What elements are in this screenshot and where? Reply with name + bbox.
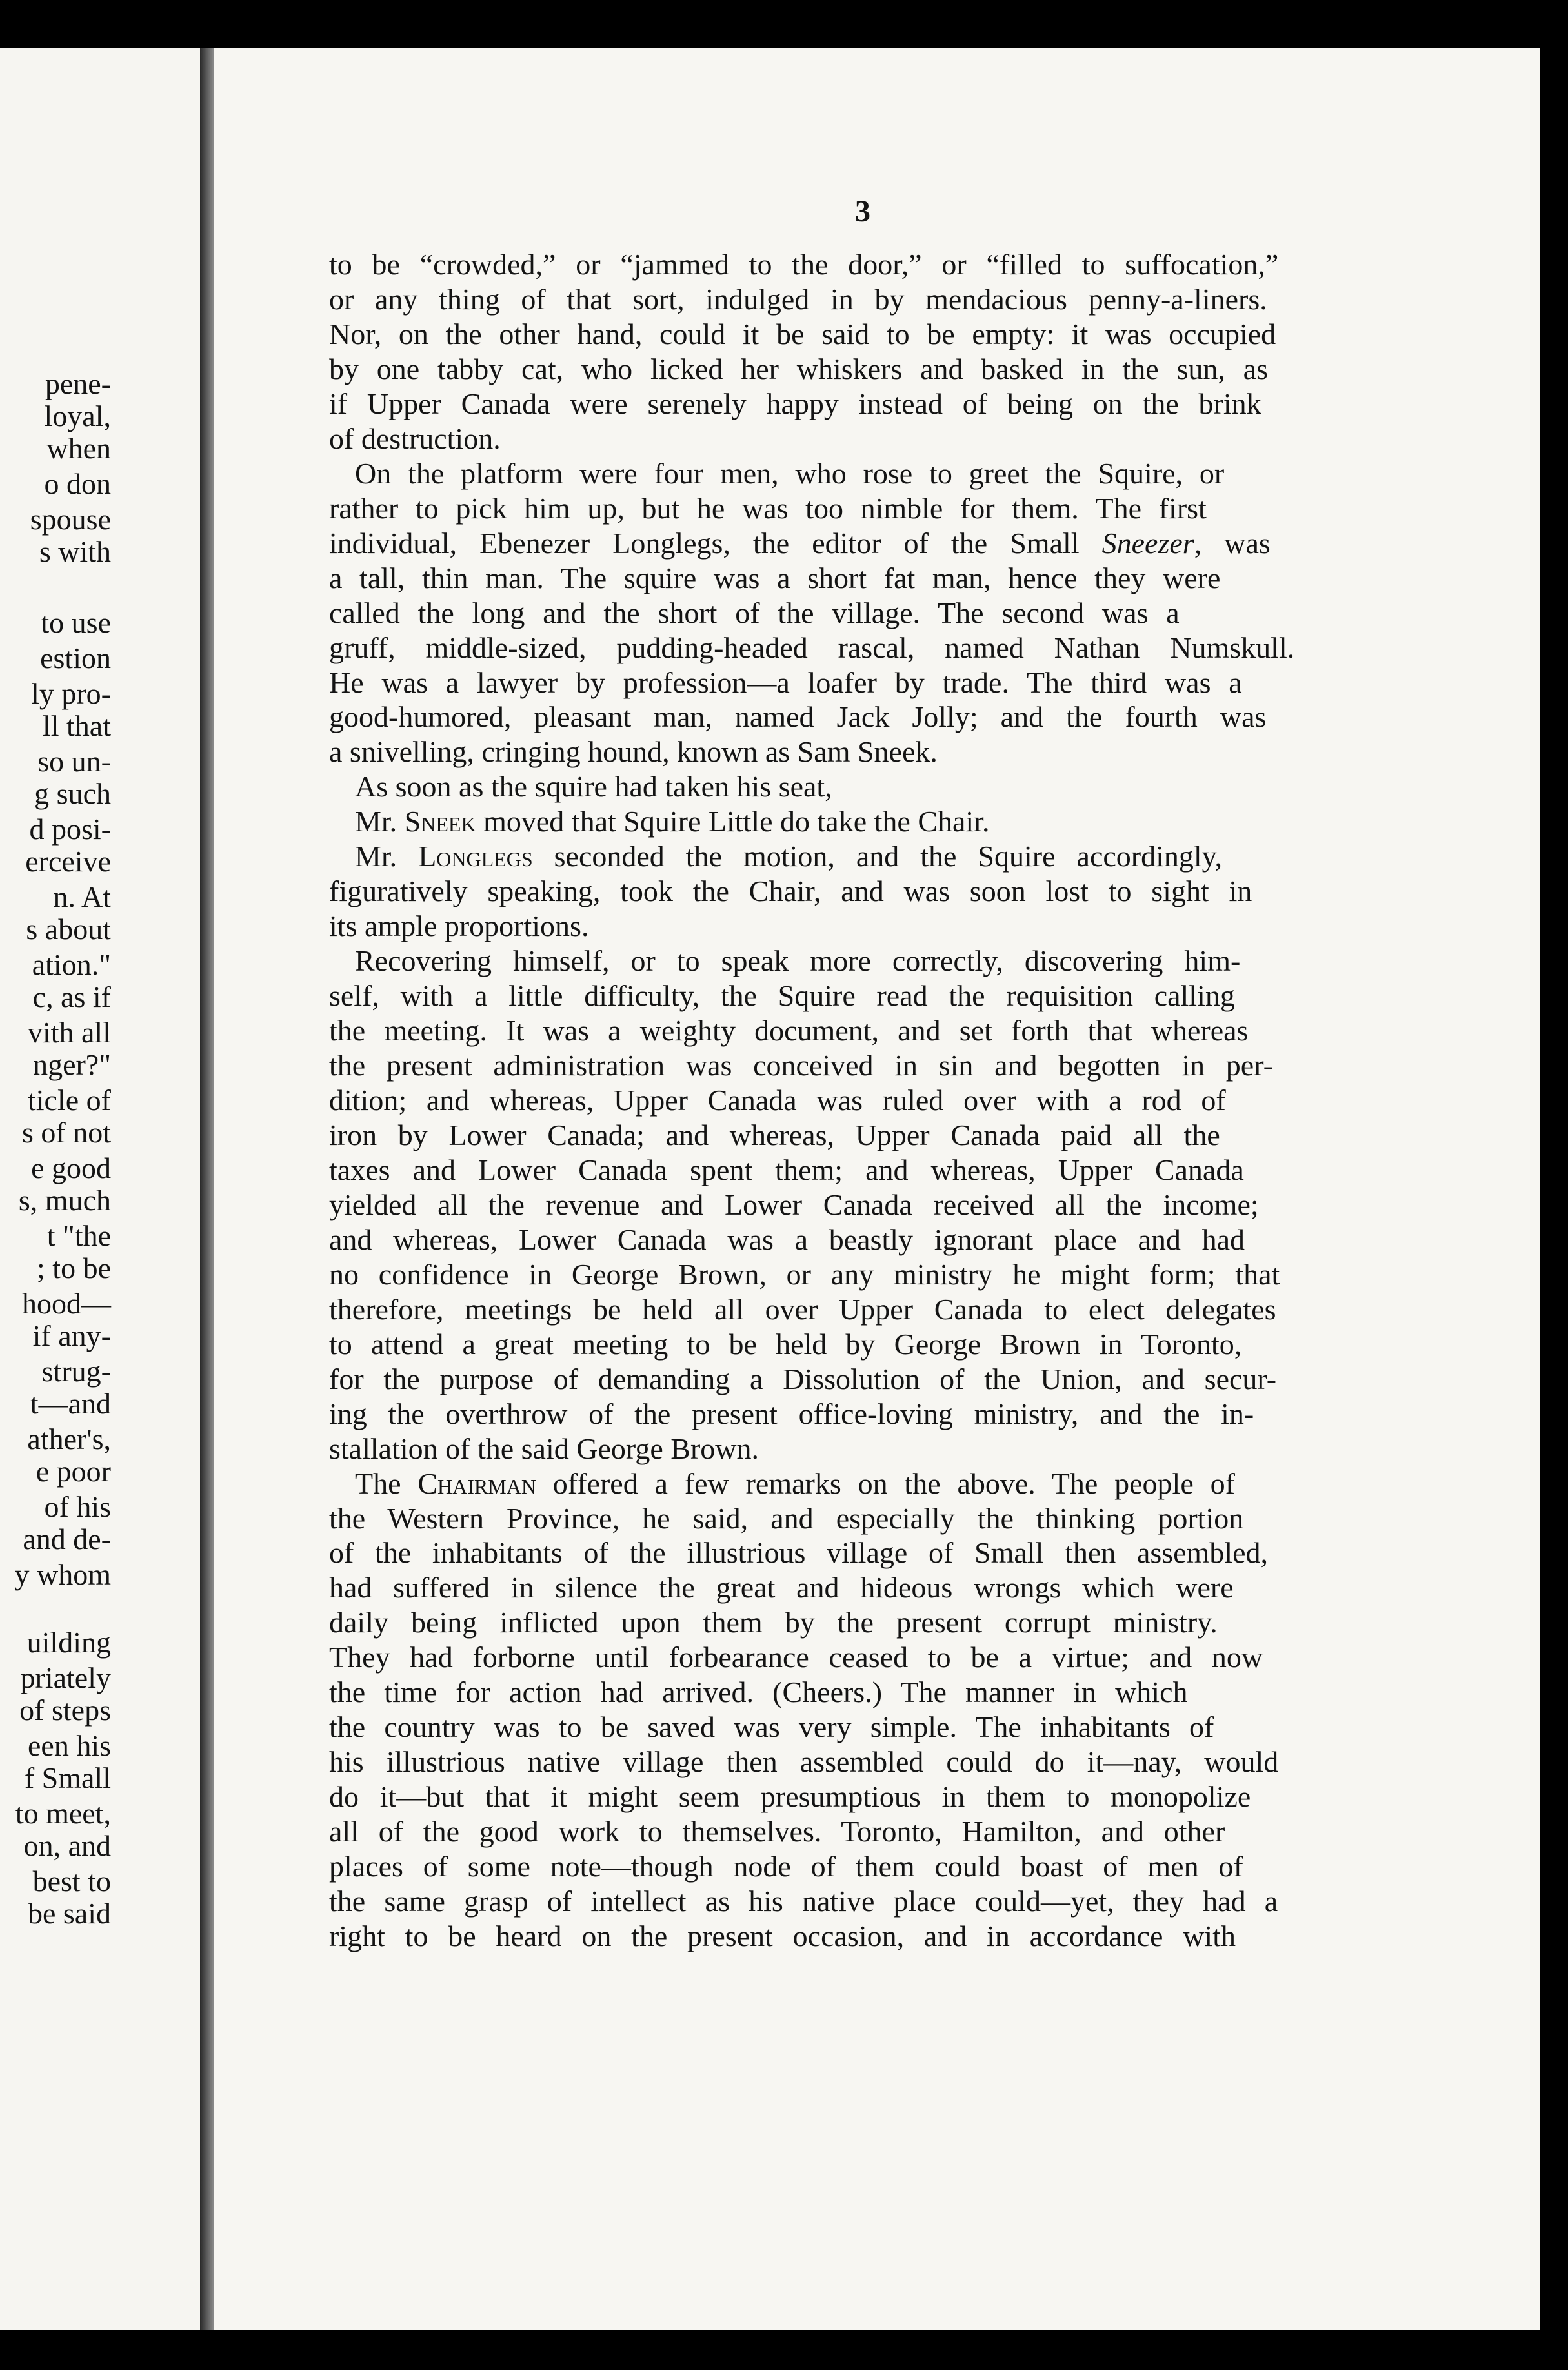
text-line: yielded all the revenue and Lower Canada received all the income; xyxy=(329,1188,1259,1221)
page-gutter xyxy=(200,48,214,2330)
text-run: offered a few remarks on the above. The people of xyxy=(536,1466,1235,1500)
text-line: the time for action had arrived. (Cheers.) The manner in which xyxy=(329,1676,1188,1709)
text-line: of destruction. xyxy=(329,421,501,455)
text-line: good-humored, pleasant man, named Jack Jolly; and the fourth was xyxy=(329,700,1267,734)
text-line: or any thing of that sort, indulged in by mendacious penny-a-liners. xyxy=(329,282,1267,316)
facing-page-line: t "the xyxy=(46,1219,111,1252)
facing-page-line: n. At xyxy=(53,880,111,913)
facing-page-line: s of not xyxy=(22,1116,111,1149)
facing-page-line: ly pro- xyxy=(31,677,111,710)
facing-page-line: when xyxy=(46,432,111,465)
facing-page-line: f Small xyxy=(24,1761,111,1794)
facing-page-line: s with xyxy=(39,535,111,568)
text-line: They had forborne until forbearance ceased to be a virtue; and now xyxy=(329,1641,1263,1674)
text-line: Nor, on the other hand, could it be said to be empty: it was occupied xyxy=(329,317,1276,350)
facing-page-line: c, as if xyxy=(32,980,111,1013)
facing-page-line: ather's, xyxy=(27,1423,111,1455)
speaker-name: Chairman xyxy=(417,1466,536,1500)
text-line: daily being inflicted upon them by the present corrupt ministry. xyxy=(329,1606,1218,1639)
facing-page-line: e good xyxy=(31,1151,111,1184)
facing-page-line: so un- xyxy=(37,745,111,778)
text-line: to be “crowded,” or “jammed to the door,” or “filled to suffocation,” xyxy=(329,248,1279,281)
text-run: The xyxy=(355,1466,418,1500)
facing-page-line: d posi- xyxy=(29,813,111,846)
facing-page-line: pene- xyxy=(45,367,111,400)
text-line: if Upper Canada were serenely happy instead of being on the brink xyxy=(329,387,1261,420)
facing-page-line: strug- xyxy=(41,1355,111,1388)
text-line: by one tabby cat, who licked her whiskers and basked in the sun, as xyxy=(329,352,1268,385)
text-line: therefore, meetings be held all over Upper Canada to elect delegates xyxy=(329,1292,1276,1326)
paragraph-start-line: On the platform were four men, who rose to greet the Squire, or xyxy=(355,456,1225,490)
text-line: do it—but that it might seem presumptious in them to monopolize xyxy=(329,1780,1251,1814)
facing-page-line: of his xyxy=(44,1490,111,1523)
text-run: individual, Ebenezer Longlegs, the editor of the Small xyxy=(329,526,1102,560)
facing-page-line: of steps xyxy=(19,1694,111,1727)
text-run: seconded the motion, and the Squire accordingly, xyxy=(532,840,1223,873)
text-line: iron by Lower Canada; and whereas, Upper Canada paid all the xyxy=(329,1118,1220,1151)
text-line: a snivelling, cringing hound, known as Sam Sneek. xyxy=(329,735,938,769)
facing-page-line: loyal, xyxy=(44,400,111,432)
facing-page-line: if any- xyxy=(32,1319,111,1352)
text-line: the country was to be saved was very simple. The inhabitants of xyxy=(329,1710,1214,1744)
text-run: Mr. xyxy=(355,805,405,838)
text-line: places of some note—though node of them could boast of men of xyxy=(329,1850,1243,1883)
facing-page-line: s about xyxy=(26,913,111,946)
text-line: the same grasp of intellect as his native place could—yet, they had a xyxy=(329,1885,1278,1918)
facing-page-fragment xyxy=(0,48,200,2330)
paragraph-start-line xyxy=(355,805,1368,838)
text-line: right to be heard on the present occasion, and in accordance with xyxy=(329,1919,1236,1952)
text-run: Mr. xyxy=(355,840,419,873)
text-line: and whereas, Lower Canada was a beastly ignorant place and had xyxy=(329,1222,1245,1256)
text-line: dition; and whereas, Upper Canada was ruled over with a rod of xyxy=(329,1084,1226,1117)
text-line: for the purpose of demanding a Dissolution of the Union, and secur- xyxy=(329,1362,1277,1395)
text-run: , was xyxy=(1194,526,1271,560)
text-line: taxes and Lower Canada spent them; and whereas, Upper Canada xyxy=(329,1153,1244,1186)
page-number: 3 xyxy=(855,194,870,228)
text-line: had suffered in silence the great and hideous wrongs which were xyxy=(329,1571,1234,1605)
facing-page-line: een his xyxy=(27,1729,111,1762)
facing-page-line: to use xyxy=(41,606,111,639)
text-line: a tall, thin man. The squire was a short fat man, hence they were xyxy=(329,561,1221,594)
text-line xyxy=(329,527,1342,560)
facing-page-line: be said xyxy=(27,1897,111,1930)
paragraph-start-line: Recovering himself, or to speak more correctly, discovering him- xyxy=(355,944,1241,978)
facing-page-line: ll that xyxy=(42,709,111,742)
facing-page-line: erceive xyxy=(25,845,111,878)
facing-page-line: g such xyxy=(34,777,111,810)
text-line: gruff, middle-sized, pudding-headed rascal, named Nathan Numskull. xyxy=(329,631,1295,664)
facing-page-line: uilding xyxy=(26,1626,111,1659)
facing-page-line: o don xyxy=(44,467,111,500)
text-line: self, with a little difficulty, the Squire read the requisition calling xyxy=(329,979,1235,1013)
italic-title: Sneezer xyxy=(1101,526,1194,560)
text-run: moved that Squire Little do take the Chair. xyxy=(476,805,990,838)
facing-page-line: best to xyxy=(32,1865,111,1898)
paragraph-start-line: As soon as the squire had taken his seat, xyxy=(355,770,832,804)
book-page xyxy=(214,48,1540,2330)
text-line: He was a lawyer by profession—a loafer by trade. The third was a xyxy=(329,665,1242,699)
facing-page-line: t—and xyxy=(30,1387,111,1420)
facing-page-line: spouse xyxy=(30,503,111,536)
text-line: called the long and the short of the village. The second was a xyxy=(329,596,1180,629)
text-line: the meeting. It was a weighty document, and set forth that whereas xyxy=(329,1014,1249,1048)
facing-page-line: s, much xyxy=(18,1184,111,1217)
speaker-name: Longlegs xyxy=(418,840,533,873)
facing-page-line: hood— xyxy=(22,1287,111,1320)
paragraph-start-line xyxy=(355,1468,1368,1500)
text-line: rather to pick him up, but he was too nimble for them. The first xyxy=(329,491,1207,525)
text-line: to attend a great meeting to be held by George Brown in Toronto, xyxy=(329,1327,1242,1361)
text-line: the Western Province, he said, and especially the thinking portion xyxy=(329,1501,1244,1535)
facing-page-line: vith all xyxy=(27,1016,111,1049)
text-line: stallation of the said George Brown. xyxy=(329,1432,759,1465)
facing-page-line: and de- xyxy=(23,1523,111,1555)
text-line: its ample proportions. xyxy=(329,909,589,943)
text-line: no confidence in George Brown, or any ministry he might form; that xyxy=(329,1257,1280,1291)
facing-page-line: on, and xyxy=(23,1829,111,1862)
facing-page-line: ; to be xyxy=(37,1251,111,1284)
facing-page-line: e poor xyxy=(35,1455,111,1488)
facing-page-line: to meet, xyxy=(15,1797,111,1830)
text-line: ing the overthrow of the present office-loving ministry, and the in- xyxy=(329,1397,1254,1430)
text-line: of the inhabitants of the illustrious village of Small then assembled, xyxy=(329,1536,1269,1570)
facing-page-line: priately xyxy=(20,1661,111,1694)
text-line: all of the good work to themselves. Toronto, Hamilton, and other xyxy=(329,1815,1225,1848)
speaker-name: Sneek xyxy=(404,805,476,838)
text-line: figuratively speaking, took the Chair, and was soon lost to sight in xyxy=(329,875,1252,908)
facing-page-line: y whom xyxy=(14,1558,111,1591)
text-line: the present administration was conceived in sin and begotten in per- xyxy=(329,1049,1273,1082)
facing-page-line: ticle of xyxy=(28,1084,111,1117)
facing-page-line: nger?" xyxy=(33,1048,111,1081)
text-line: his illustrious native village then assembled could do it—nay, would xyxy=(329,1745,1279,1779)
facing-page-line: ation." xyxy=(32,948,111,981)
facing-page-line: estion xyxy=(40,642,111,674)
paragraph-start-line xyxy=(355,840,1368,873)
